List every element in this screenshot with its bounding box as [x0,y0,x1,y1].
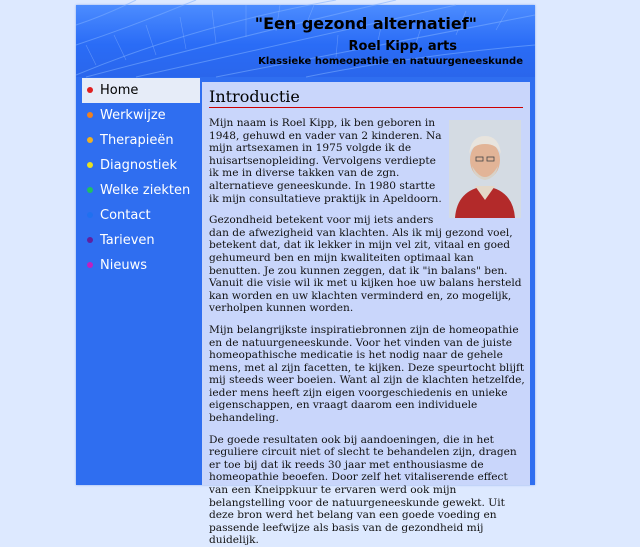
paragraph: Mijn belangrijkste inspiratiebronnen zijn de homeopathie en de natuurgeneeskunde. Voor het vinden van de juiste homeopathische medicatie is het nodig naar de gehele mens, met al zijn facetten, te kijken. Deze speurtocht blijft mij steeds weer boeien. Want al zijn de klachten hetzelfde, ieder mens heeft zijn eigen voorgeschiedenis en unieke eigenschappen, en vraagt daarom een individuele behandeling. [209,323,525,425]
nav-item-therapieen[interactable] [82,128,200,153]
nav-label: Werkwijze [100,108,166,123]
nav-item-welke-ziekten[interactable] [82,178,200,203]
nav-label: Nieuws [100,258,147,273]
site-subtitle: Roel Kipp, arts [348,39,457,54]
portrait-photo [449,120,521,218]
nav-label: Home [100,83,139,98]
page-heading: Introductie [209,87,523,108]
main-content [202,82,530,547]
site-title: "Een gezond alternatief" [254,14,477,33]
nav-label: Therapieën [100,133,174,148]
paragraph [209,117,525,205]
page-container [76,5,535,547]
intro-text: Mijn naam is Roel Kipp, ik ben geboren in 1948, gehuwd en vader van 2 kinderen. Na mijn artsexamen in 1975 volgde ik de huisartsenopleiding. Vervolgens verdiepte ik me in diverse takken van de zgn. alternatieve geneeskunde. In 1980 startte ik mijn consultatieve praktijk in Apeldoorn. [209,117,442,205]
bullet-icon [87,162,93,168]
bullet-icon [87,137,93,143]
nav-item-diagnostiek[interactable] [82,153,200,178]
paragraph: Gezondheid betekent voor mij iets anders dan de afwezigheid van klachten. Als ik mij gezond voel, betekent dat, dat ik lekker in mijn vel zit, vitaal en goed gehumeurd ben en mijn kwaliteiten optimaal kan benutten. Je zou kunnen zeggen, dat ik "in balans" ben. Vanuit die visie wil ik met u kijken hoe uw balans hersteld kan worden en uw klachten verminderd en, zo mogelijk, verholpen kunnen worden. [209,214,522,315]
nav-item-contact[interactable] [82,203,200,228]
bullet-icon [87,187,93,193]
paragraph: De goede resultaten ook bij aandoeningen, die in het reguliere circuit niet of slecht te behandelen zijn, dragen er toe bij dat ik reeds 30 jaar met enthousiasme de homeopathie beoefen. Door zelf het vitaliserende effect van een Kneippkuur te ervaren werd ook mijn belangstelling voor de natuurgeneeskunde gewekt. Uit deze bron werd het belang van een goede voeding en passende leefwijze als basis van de gezondheid mij duidelijk. [209,433,517,547]
nav-label: Tarieven [100,233,155,248]
header-banner [76,5,535,77]
nav-item-tarieven[interactable] [82,228,200,253]
nav-item-home[interactable] [82,78,200,103]
nav-label: Diagnostiek [100,158,178,173]
sidebar-nav [82,78,200,278]
bullet-icon [87,212,93,218]
bullet-icon [87,237,93,243]
nav-item-nieuws[interactable] [82,253,200,278]
site-tagline: Klassieke homeopathie en natuurgeneeskunde [258,56,523,67]
nav-label: Contact [100,208,151,223]
bullet-icon [87,112,93,118]
bullet-icon [87,87,93,93]
bullet-icon [87,262,93,268]
nav-label: Welke ziekten [100,183,191,198]
nav-item-werkwijze[interactable] [82,103,200,128]
